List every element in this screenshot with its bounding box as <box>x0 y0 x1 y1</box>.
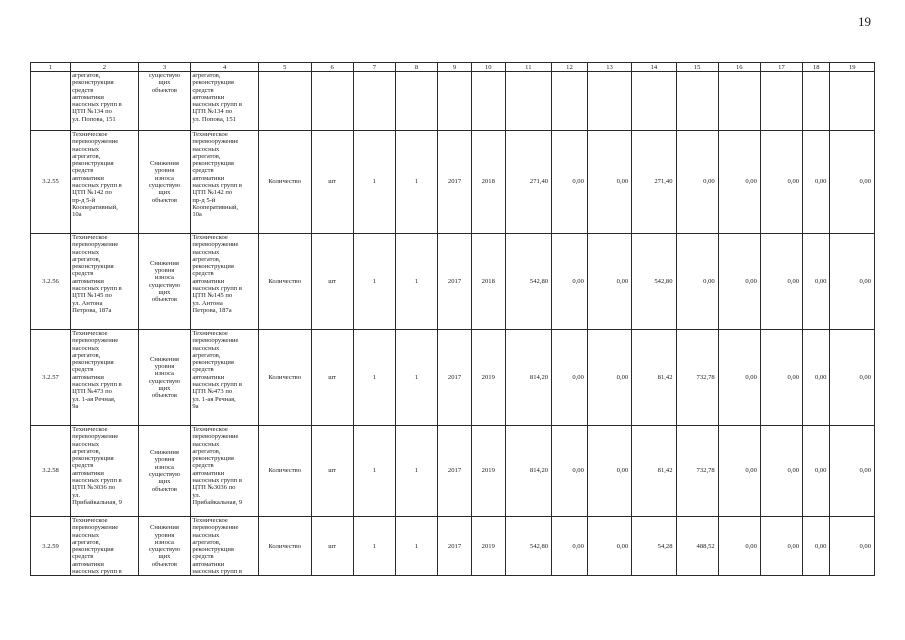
value-cell: 1 <box>395 517 437 576</box>
end-year-cell: 2019 <box>471 330 505 426</box>
value-cell: 1 <box>353 131 395 234</box>
empty-cell <box>505 72 551 131</box>
amount-cell: 732,78 <box>676 330 718 426</box>
empty-cell <box>552 72 588 131</box>
amount-cell: 0,00 <box>587 426 631 517</box>
start-year-cell: 2017 <box>438 426 472 517</box>
amount-cell: 0,00 <box>676 234 718 330</box>
value-cell: 1 <box>353 234 395 330</box>
row-number-cell: 3.2.59 <box>31 517 71 576</box>
column-header: 17 <box>760 63 802 72</box>
column-header: 7 <box>353 63 395 72</box>
amount-cell: 0,00 <box>760 330 802 426</box>
continuation-row <box>31 72 875 131</box>
amount-cell: 542,80 <box>505 517 551 576</box>
amount-cell: 81,42 <box>632 330 676 426</box>
empty-cell <box>438 72 472 131</box>
project-goal-cell: Снижения уровня износа существую щих объектов <box>138 426 191 517</box>
amount-cell: 0,00 <box>803 517 830 576</box>
amount-cell: 814,20 <box>505 330 551 426</box>
empty-cell <box>353 72 395 131</box>
amount-cell: 0,00 <box>718 426 760 517</box>
row-number-cell: 3.2.56 <box>31 234 71 330</box>
amount-cell: 0,00 <box>552 234 588 330</box>
project-description-cell: Техническое перевооружение насосных агрегатов, реконструкция средств автоматики насосных групп в ЦТП №473 по ул. 1-ая Речная, 9а <box>71 330 139 426</box>
amount-cell: 0,00 <box>718 517 760 576</box>
amount-cell: 0,00 <box>803 131 830 234</box>
start-year-cell: 2017 <box>438 131 472 234</box>
end-year-cell: 2018 <box>471 234 505 330</box>
empty-cell <box>803 72 830 131</box>
amount-cell: 271,40 <box>505 131 551 234</box>
project-goal-cell: Снижения уровня износа существую щих объектов <box>138 517 191 576</box>
project-scope-cell: Техническое перевооружение насосных агрегатов, реконструкция средств автоматики насосных групп в ЦТП №142 по пр-д 5-й Кооперативный, 10а <box>191 131 259 234</box>
column-header: 1 <box>31 63 71 72</box>
amount-cell: 0,00 <box>587 330 631 426</box>
amount-cell: 81,42 <box>632 426 676 517</box>
amount-cell: 0,00 <box>803 234 830 330</box>
row-number-cell <box>31 72 71 131</box>
column-number-row <box>31 63 875 72</box>
indicator-cell: Количество <box>258 426 311 517</box>
table-row <box>31 517 875 576</box>
project-goal-cell: существую щих объектов <box>138 72 191 131</box>
amount-cell: 0,00 <box>552 426 588 517</box>
amount-cell: 0,00 <box>830 234 875 330</box>
column-header: 18 <box>803 63 830 72</box>
amount-cell: 0,00 <box>830 517 875 576</box>
project-scope-cell: Техническое перевооружение насосных агрегатов, реконструкция средств автоматики насосных групп в ЦТП №145 по ул. Антона Петрова, 187а <box>191 234 259 330</box>
amount-cell: 0,00 <box>552 330 588 426</box>
table-row <box>31 234 875 330</box>
indicator-cell: Количество <box>258 131 311 234</box>
start-year-cell: 2017 <box>438 517 472 576</box>
empty-cell <box>718 72 760 131</box>
value-cell: 1 <box>353 517 395 576</box>
start-year-cell: 2017 <box>438 330 472 426</box>
amount-cell: 0,00 <box>552 517 588 576</box>
empty-cell <box>258 72 311 131</box>
amount-cell: 0,00 <box>803 330 830 426</box>
indicator-cell: Количество <box>258 234 311 330</box>
amount-cell: 0,00 <box>718 330 760 426</box>
project-description-cell: агрегатов, реконструкция средств автоматики насосных групп в ЦТП №134 по ул. Попова, 151 <box>71 72 139 131</box>
column-header: 19 <box>830 63 875 72</box>
project-description-cell: Техническое перевооружение насосных агрегатов, реконструкция средств автоматики насосных групп в <box>71 517 139 576</box>
investment-plan-table <box>30 62 875 576</box>
column-header: 13 <box>587 63 631 72</box>
table-row <box>31 426 875 517</box>
project-goal-cell: Снижения уровня износа существую щих объектов <box>138 234 191 330</box>
amount-cell: 542,80 <box>632 234 676 330</box>
amount-cell: 271,40 <box>632 131 676 234</box>
project-description-cell: Техническое перевооружение насосных агрегатов, реконструкция средств автоматики насосных групп в ЦТП №145 по ул. Антона Петрова, 187а <box>71 234 139 330</box>
unit-cell: шт <box>311 517 353 576</box>
amount-cell: 0,00 <box>587 517 631 576</box>
amount-cell: 0,00 <box>552 131 588 234</box>
value-cell: 1 <box>353 426 395 517</box>
project-description-cell: Техническое перевооружение насосных агрегатов, реконструкция средств автоматики насосных групп в ЦТП №3036 по ул. Прибайкальная, 9 <box>71 426 139 517</box>
unit-cell: шт <box>311 234 353 330</box>
amount-cell: 0,00 <box>830 330 875 426</box>
project-description-cell: Техническое перевооружение насосных агрегатов, реконструкция средств автоматики насосных групп в ЦТП №142 по пр-д 5-й Кооперативный, 10а <box>71 131 139 234</box>
unit-cell: шт <box>311 131 353 234</box>
amount-cell: 0,00 <box>718 131 760 234</box>
column-header: 10 <box>471 63 505 72</box>
value-cell: 1 <box>395 234 437 330</box>
amount-cell: 0,00 <box>587 131 631 234</box>
unit-cell: шт <box>311 330 353 426</box>
empty-cell <box>311 72 353 131</box>
column-header: 8 <box>395 63 437 72</box>
amount-cell: 542,80 <box>505 234 551 330</box>
row-number-cell: 3.2.55 <box>31 131 71 234</box>
project-goal-cell: Снижения уровня износа существую щих объектов <box>138 131 191 234</box>
amount-cell: 732,78 <box>676 426 718 517</box>
amount-cell: 0,00 <box>830 426 875 517</box>
value-cell: 1 <box>395 131 437 234</box>
empty-cell <box>471 72 505 131</box>
project-scope-cell: Техническое перевооружение насосных агрегатов, реконструкция средств автоматики насосных групп в ЦТП №3036 по ул. Прибайкальная, 9 <box>191 426 259 517</box>
amount-cell: 488,52 <box>676 517 718 576</box>
empty-cell <box>676 72 718 131</box>
table-row <box>31 330 875 426</box>
start-year-cell: 2017 <box>438 234 472 330</box>
project-goal-cell: Снижения уровня износа существую щих объектов <box>138 330 191 426</box>
empty-cell <box>760 72 802 131</box>
column-header: 11 <box>505 63 551 72</box>
empty-cell <box>395 72 437 131</box>
amount-cell: 0,00 <box>760 426 802 517</box>
column-header: 16 <box>718 63 760 72</box>
empty-cell <box>830 72 875 131</box>
row-number-cell: 3.2.57 <box>31 330 71 426</box>
end-year-cell: 2019 <box>471 426 505 517</box>
column-header: 14 <box>632 63 676 72</box>
amount-cell: 54,28 <box>632 517 676 576</box>
unit-cell: шт <box>311 426 353 517</box>
empty-cell <box>632 72 676 131</box>
column-header: 12 <box>552 63 588 72</box>
value-cell: 1 <box>395 330 437 426</box>
row-number-cell: 3.2.58 <box>31 426 71 517</box>
amount-cell: 814,20 <box>505 426 551 517</box>
page-number: 19 <box>858 14 871 29</box>
column-header: 5 <box>258 63 311 72</box>
project-scope-cell: Техническое перевооружение насосных агрегатов, реконструкция средств автоматики насосных групп в ЦТП №473 по ул. 1-ая Речная, 9а <box>191 330 259 426</box>
column-header: 6 <box>311 63 353 72</box>
value-cell: 1 <box>395 426 437 517</box>
column-header: 3 <box>138 63 191 72</box>
column-header: 4 <box>191 63 259 72</box>
empty-cell <box>587 72 631 131</box>
amount-cell: 0,00 <box>760 131 802 234</box>
amount-cell: 0,00 <box>587 234 631 330</box>
amount-cell: 0,00 <box>676 131 718 234</box>
amount-cell: 0,00 <box>803 426 830 517</box>
column-header: 2 <box>71 63 139 72</box>
column-header: 15 <box>676 63 718 72</box>
project-scope-cell: агрегатов, реконструкция средств автоматики насосных групп в ЦТП №134 по ул. Попова, 151 <box>191 72 259 131</box>
amount-cell: 0,00 <box>760 234 802 330</box>
indicator-cell: Количество <box>258 517 311 576</box>
amount-cell: 0,00 <box>830 131 875 234</box>
value-cell: 1 <box>353 330 395 426</box>
indicator-cell: Количество <box>258 330 311 426</box>
project-scope-cell: Техническое перевооружение насосных агрегатов, реконструкция средств автоматики насосных групп в <box>191 517 259 576</box>
column-header: 9 <box>438 63 472 72</box>
amount-cell: 0,00 <box>760 517 802 576</box>
table-row <box>31 131 875 234</box>
end-year-cell: 2018 <box>471 131 505 234</box>
end-year-cell: 2019 <box>471 517 505 576</box>
amount-cell: 0,00 <box>718 234 760 330</box>
